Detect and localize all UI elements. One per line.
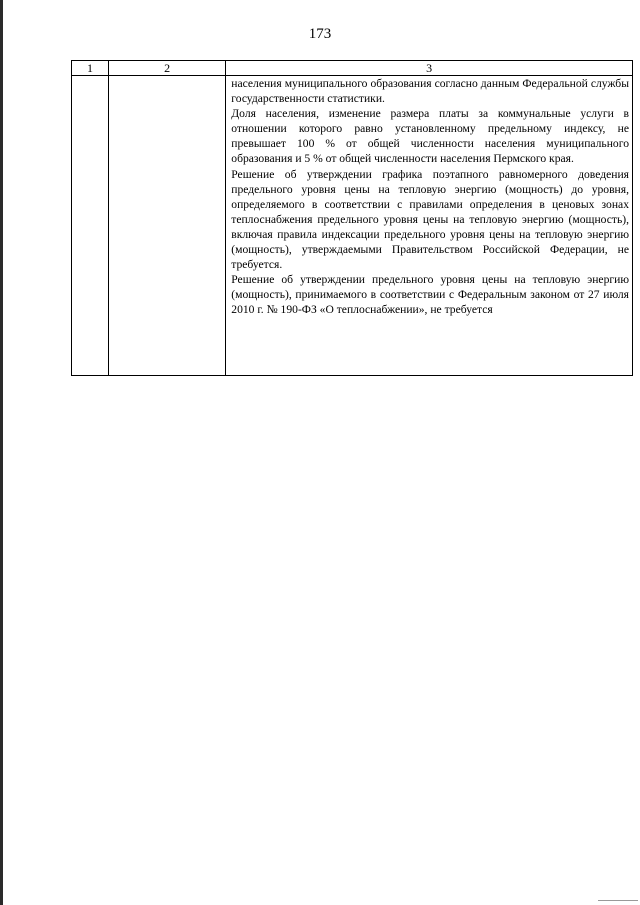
paragraph-price-limit: Решение об утверждении предельного уровня цены на тепловую энергию (мощность), принимаемого в соответствии с Федеральным законом от 27 июля 2010 г. № 190-ФЗ «О теплоснабжении», не требуется: [231, 273, 629, 317]
paragraph-population-share: Доля населения, изменение размера платы за коммунальные услуги в отношении которого равно установленному предельному индексу, не превышает 100 % от общей численности населения муниципального образования и 5 % от общей численности населения Пермского края.: [231, 107, 629, 166]
cell-col-2: [109, 76, 226, 376]
page-number: 173: [308, 26, 332, 42]
paragraph-population-source: населения муниципального образования согласно данным Федеральной службы государственности статистики.: [231, 77, 629, 106]
cell-col-3: [226, 76, 633, 376]
table-header-row: [72, 61, 633, 76]
table-row: [72, 76, 633, 376]
column-header-1: 1: [72, 61, 109, 76]
paragraph-price-schedule: Решение об утверждении графика поэтапного равномерного доведения предельного уровня цены на тепловую энергию (мощность) до уровня, определяемого в соответствии с правилами определения в ценовых зонах теплоснабжения предельного уровня цены на тепловую энергию (мощность), включая правила индексации предельного уровня цены на тепловую энергию (мощность), утверждаемыми Правительством Российской Федерации, не требуется.: [231, 167, 629, 272]
column-header-3: 3: [226, 61, 633, 76]
cell-col-1: [72, 76, 109, 376]
column-header-2: 2: [109, 61, 226, 76]
scan-edge: [0, 0, 3, 905]
scan-artifact-line: [598, 900, 638, 901]
document-table: [71, 60, 633, 376]
